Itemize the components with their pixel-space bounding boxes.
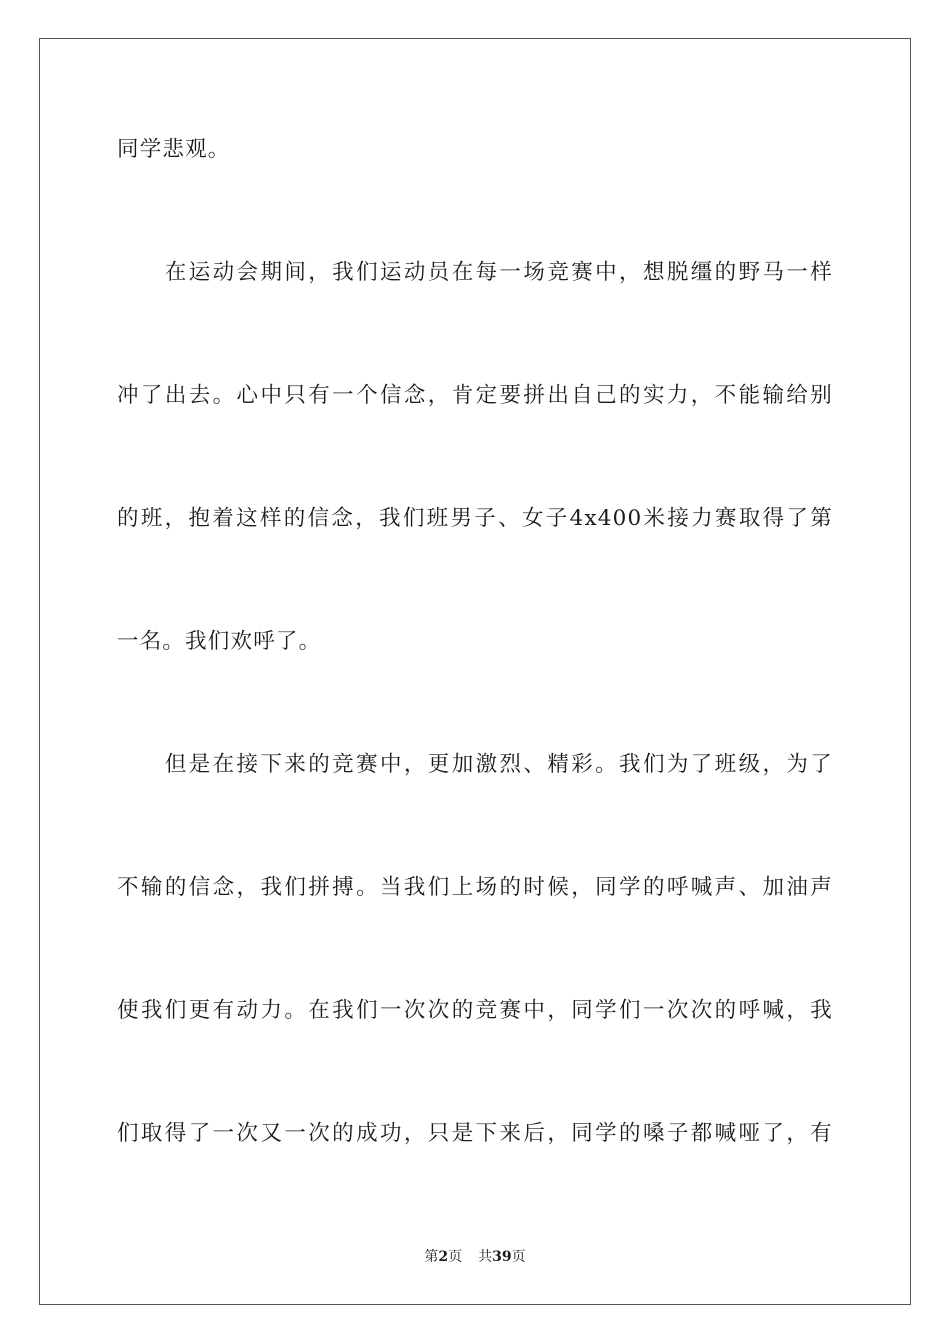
text-line-5: 一名。我们欢呼了。 bbox=[117, 629, 322, 654]
text-line-6: 但是在接下来的竞赛中，更加激烈、精彩。我们为了班级，为了 bbox=[117, 752, 833, 777]
text-line-8: 使我们更有动力。在我们一次次的竞赛中，同学们一次次的呼喊，我 bbox=[117, 998, 833, 1023]
footer-total-suffix: 页 bbox=[511, 1249, 526, 1265]
text-line-9: 们取得了一次又一次的成功，只是下来后，同学的嗓子都喊哑了，有 bbox=[117, 1121, 833, 1146]
text-line-7: 不输的信念，我们拼搏。当我们上场的时候，同学的呼喊声、加油声 bbox=[117, 875, 833, 900]
footer-total-prefix: 共 bbox=[478, 1249, 493, 1265]
text-line-2: 在运动会期间，我们运动员在每一场竞赛中，想脱缰的野马一样 bbox=[117, 260, 833, 285]
page-frame bbox=[39, 38, 911, 1305]
text-line-3: 冲了出去。心中只有一个信念，肯定要拼出自己的实力，不能输给别 bbox=[117, 383, 833, 408]
footer-total-pages: 39 bbox=[492, 1249, 512, 1265]
text-line-1: 同学悲观。 bbox=[117, 137, 231, 162]
footer-page-prefix: 第 bbox=[424, 1249, 439, 1265]
text-line-4: 的班，抱着这样的信念，我们班男子、女子4x400米接力赛取得了第 bbox=[117, 506, 833, 531]
page-footer bbox=[0, 1248, 950, 1266]
footer-page-suffix: 页 bbox=[448, 1249, 463, 1265]
footer-page-number: 2 bbox=[438, 1249, 449, 1265]
